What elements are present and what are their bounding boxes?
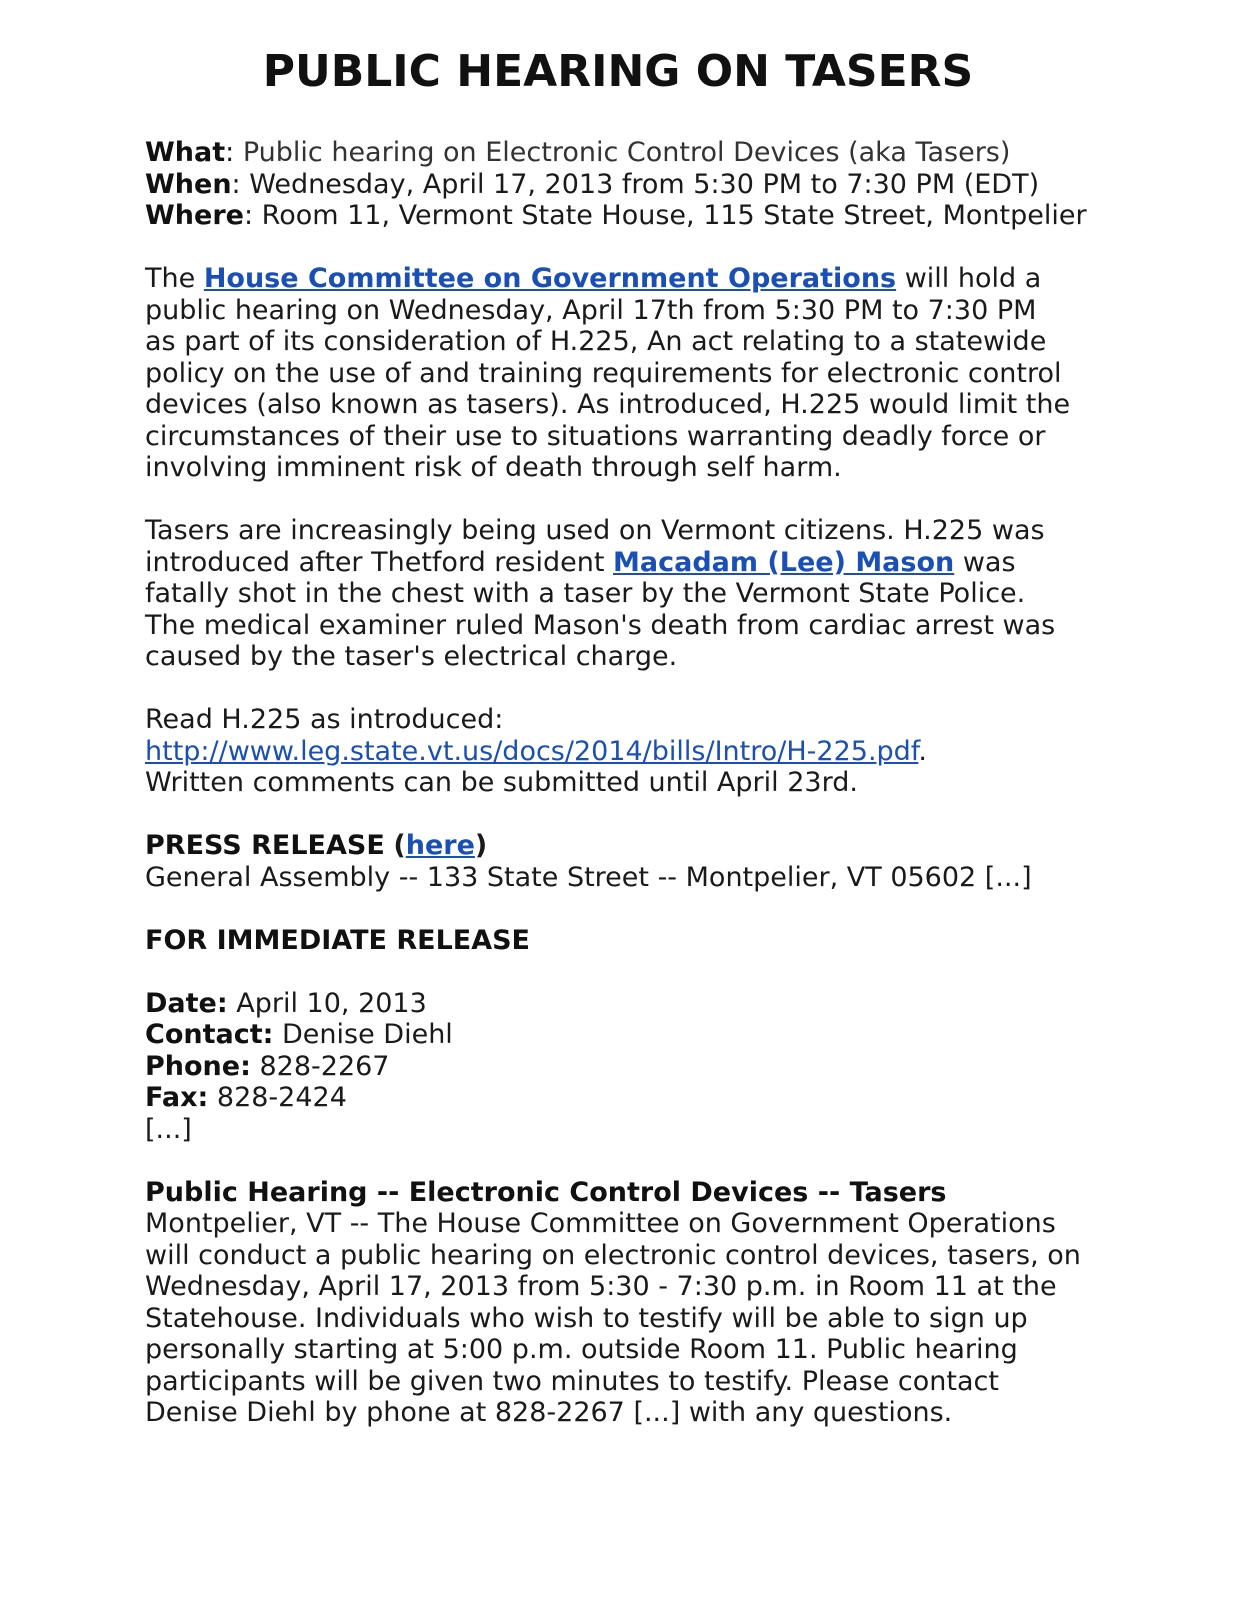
intro-line: as part of its consideration of H.225, An act relating to a statewide [145, 326, 1047, 357]
background-line-2-suffix: was [962, 546, 1016, 578]
fax-label: Fax: [145, 1082, 209, 1113]
event-when-row [145, 169, 1090, 201]
intro-line: devices (also known as tasers). As introduced, H.225 would limit the [145, 389, 1071, 420]
intro-prefix: The [145, 263, 196, 294]
contact-value: Denise Diehl [282, 1019, 453, 1050]
hearing-line: Montpelier, VT -- The House Committee on Government Operations [145, 1208, 1056, 1239]
when-separator: : [231, 168, 241, 200]
bill-url-suffix: . [918, 735, 927, 767]
hearing-line: personally starting at 5:00 p.m. outside Room 11. Public hearing [145, 1334, 1018, 1365]
where-separator: : [243, 200, 254, 231]
date-value: April 10, 2013 [236, 987, 427, 1019]
bill-read-label: Read H.225 as introduced: [145, 704, 504, 735]
press-release-heading-row [145, 830, 1090, 862]
event-details [145, 137, 1090, 232]
press-release-section [145, 830, 1090, 893]
where-value: Room 11, Vermont State House, 115 State Street, Montpelier [261, 200, 1087, 231]
where-label: Where [145, 200, 244, 231]
release-ellipsis: [...] [145, 1113, 192, 1145]
intro-line: public hearing on Wednesday, April 17th from 5:30 PM to 7:30 PM [145, 294, 1037, 326]
bill-paragraph [145, 704, 1090, 799]
hearing-line: Denise Diehl by phone at 828-2267 [...] with any questions. [145, 1397, 953, 1428]
hearing-announcement [145, 1177, 1090, 1429]
hearing-line: Wednesday, April 17, 2013 from 5:30 - 7:30 p.m. in Room 11 at the [145, 1271, 1057, 1302]
event-where-row [145, 200, 1090, 232]
background-line-2 [145, 547, 1090, 579]
background-line: fatally shot in the chest with a taser by the Vermont State Police. [145, 578, 1026, 609]
committee-link[interactable]: House Committee on Government Operations [203, 263, 897, 294]
release-details [145, 988, 1090, 1146]
release-contact-row [145, 1019, 1090, 1051]
hearing-line: Statehouse. Individuals who wish to testify will be able to sign up [145, 1302, 1028, 1334]
what-separator: : [225, 137, 235, 168]
what-label: What [145, 137, 226, 168]
intro-paragraph [145, 263, 1090, 484]
intro-line-1 [145, 263, 1090, 295]
intro-line: involving imminent risk of death through self harm. [145, 452, 842, 483]
press-release-here-link[interactable]: here [405, 830, 475, 861]
when-value: Wednesday, April 17, 2013 from 5:30 PM to 7:30 PM (EDT) [249, 168, 1040, 200]
release-phone-row [145, 1051, 1090, 1083]
page-title: PUBLIC HEARING ON TASERS [262, 46, 974, 97]
background-paragraph [145, 515, 1090, 673]
press-address: General Assembly -- 133 State Street -- Montpelier, VT 05602 [...] [145, 861, 1032, 893]
intro-line: circumstances of their use to situations warranting deadly force or [145, 420, 1046, 452]
background-line-2-prefix: introduced after Thetford resident [145, 546, 605, 578]
phone-label: Phone: [145, 1050, 251, 1082]
intro-line-1-suffix: will hold a [904, 263, 1042, 294]
hearing-heading: Public Hearing -- Electronic Control Devices -- Tasers [145, 1176, 947, 1208]
bill-comments: Written comments can be submitted until April 23rd. [145, 767, 858, 798]
background-line: caused by the taser's electrical charge. [145, 641, 678, 672]
person-link[interactable]: Macadam (Lee) Mason [613, 546, 955, 578]
immediate-release-section [145, 925, 1090, 957]
fax-value: 828-2424 [216, 1082, 347, 1113]
intro-line: policy on the use of and training requirements for electronic control [145, 357, 1062, 389]
hearing-line: will conduct a public hearing on electronic control devices, tasers, on [145, 1239, 1081, 1271]
bill-pdf-link[interactable]: http://www.leg.state.vt.us/docs/2014/bills/Intro/H-225.pdf [145, 735, 919, 767]
background-line: The medical examiner ruled Mason's death from cardiac arrest was [145, 609, 1056, 641]
background-line: Tasers are increasingly being used on Vermont citizens. H.225 was [145, 515, 1045, 546]
release-fax-row [145, 1082, 1090, 1114]
release-date-row [145, 988, 1090, 1020]
event-what-row [145, 137, 1090, 169]
immediate-release-heading: FOR IMMEDIATE RELEASE [145, 924, 531, 956]
document-body [145, 137, 1090, 1460]
contact-label: Contact: [145, 1019, 274, 1050]
hearing-line: participants will be given two minutes to testify. Please contact [145, 1365, 999, 1397]
what-value: Public hearing on Electronic Control Devices (aka Tasers) [242, 137, 1011, 168]
paren-close: ) [474, 830, 488, 861]
date-label: Date: [145, 987, 228, 1019]
paren-open: ( [393, 830, 406, 861]
press-release-heading: PRESS RELEASE [145, 830, 385, 861]
phone-value: 828-2267 [259, 1050, 390, 1082]
bill-url-row [145, 736, 1090, 768]
when-label: When [145, 168, 232, 200]
